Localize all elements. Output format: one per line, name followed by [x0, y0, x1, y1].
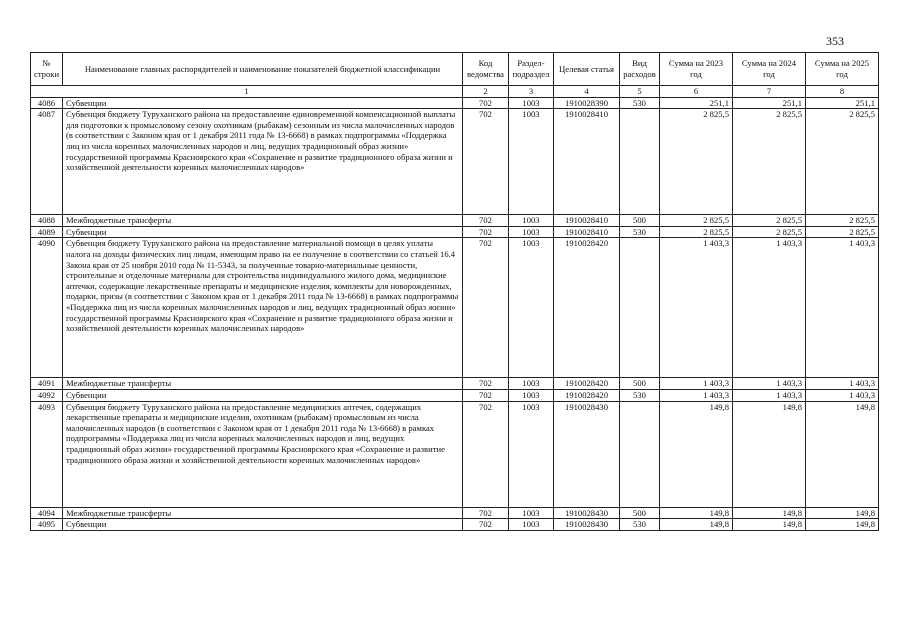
row-sum-2023: 1 403,3: [660, 378, 733, 390]
table-row: [31, 519, 879, 531]
row-sum-2024: 2 825,5: [733, 109, 806, 215]
row-section: 1003: [509, 226, 554, 238]
row-sum-2023: 1 403,3: [660, 389, 733, 401]
header-sum-2024: Сумма на 2024 год: [733, 53, 806, 86]
row-sum-2025: 2 825,5: [806, 226, 879, 238]
row-sum-2023: 1 403,3: [660, 238, 733, 378]
row-expense-type: 500: [620, 378, 660, 390]
row-dept-code: 702: [463, 97, 509, 109]
row-sum-2023: 251,1: [660, 97, 733, 109]
row-number: 4094: [31, 507, 63, 519]
row-sum-2024: 1 403,3: [733, 389, 806, 401]
row-sum-2025: 2 825,5: [806, 109, 879, 215]
row-section: 1003: [509, 378, 554, 390]
row-sum-2024: 149,8: [733, 401, 806, 507]
row-dept-code: 702: [463, 401, 509, 507]
row-target: 1910028420: [554, 238, 620, 378]
row-sum-2025: 1 403,3: [806, 378, 879, 390]
column-number: 4: [554, 86, 620, 98]
table-row: [31, 97, 879, 109]
row-section: 1003: [509, 109, 554, 215]
row-target: 1910028430: [554, 401, 620, 507]
row-sum-2024: 149,8: [733, 507, 806, 519]
column-number: 2: [463, 86, 509, 98]
header-sum-2023: Сумма на 2023 год: [660, 53, 733, 86]
row-expense-type: [620, 109, 660, 215]
table-row: [31, 215, 879, 227]
row-section: 1003: [509, 519, 554, 531]
row-expense-type: 530: [620, 226, 660, 238]
header-dept-code: Код ведомства: [463, 53, 509, 86]
row-expense-type: 500: [620, 507, 660, 519]
row-expense-type: 500: [620, 215, 660, 227]
row-number: 4091: [31, 378, 63, 390]
row-number: 4093: [31, 401, 63, 507]
row-sum-2024: 149,8: [733, 519, 806, 531]
row-name: Субвенция бюджету Туруханского района на предоставление медицинских аптечек, содержащих лекарственные препараты и медицинские изделия, охотникам (рыбакам) промысловым из числа малочисленных народов (в соответствии с Законом края от 1 декабря 2011 года № 13-6668) в рамках подпрограммы «Поддержка лиц из числа коренных малочисленных народов и лиц, ведущих традиционный образ жизни» государственной программы Красноярского края «Сохранение и развитие традиционного образа жизни и хозяйственной деятельности коренных малочисленных народов»: [63, 401, 463, 507]
row-sum-2024: 1 403,3: [733, 238, 806, 378]
row-name: Субвенции: [63, 97, 463, 109]
row-section: 1003: [509, 507, 554, 519]
column-number: 1: [31, 86, 463, 98]
header-row-no: № строки: [31, 53, 63, 86]
row-sum-2025: 1 403,3: [806, 389, 879, 401]
column-number: 3: [509, 86, 554, 98]
row-target: 1910028410: [554, 215, 620, 227]
row-section: 1003: [509, 401, 554, 507]
row-sum-2023: 2 825,5: [660, 215, 733, 227]
table-row: [31, 226, 879, 238]
row-number: 4095: [31, 519, 63, 531]
row-target: 1910028430: [554, 519, 620, 531]
header-expense-type: Вид расходов: [620, 53, 660, 86]
row-name: Субвенция бюджету Туруханского района на предоставление материальной помощи в целях уплаты налога на доходы физических лиц лицам, имеющим право на ее получение в соответствии со статьей 16.4 Закона края от 25 ноября 2010 года № 11-5343, за полученные товарно-материальные ценности, строительные и отделочные материалы для строительства индивидуального жилого дома, медицинские аптечки, содержащие лекарственные препараты и медицинские изделия, комплекты для новорожденных, подарки, призы (в соответствии с Законом края от 1 декабря 2011 года № 13-6668) в рамках подпрограммы «Поддержка лиц из числа коренных малочисленных народов и лиц, ведущих традиционный образ жизни» государственной программы Красноярского края «Сохранение и развитие традиционного образа жизни и хозяйственной деятельности коренных малочисленных народов»: [63, 238, 463, 378]
header-target: Целевая статья: [554, 53, 620, 86]
row-target: 1910028390: [554, 97, 620, 109]
row-section: 1003: [509, 215, 554, 227]
row-expense-type: [620, 238, 660, 378]
row-section: 1003: [509, 238, 554, 378]
row-section: 1003: [509, 97, 554, 109]
row-name: Субвенции: [63, 519, 463, 531]
table-row: [31, 109, 879, 215]
row-target: 1910028410: [554, 226, 620, 238]
row-number: 4090: [31, 238, 63, 378]
row-sum-2024: 2 825,5: [733, 226, 806, 238]
row-dept-code: 702: [463, 507, 509, 519]
column-number: 7: [733, 86, 806, 98]
row-sum-2024: 251,1: [733, 97, 806, 109]
row-expense-type: 530: [620, 97, 660, 109]
page-number: 353: [826, 34, 844, 48]
row-name: Субвенции: [63, 389, 463, 401]
row-expense-type: 530: [620, 389, 660, 401]
row-name: Межбюджетные трансферты: [63, 507, 463, 519]
row-target: 1910028420: [554, 389, 620, 401]
row-target: 1910028430: [554, 507, 620, 519]
row-sum-2025: 149,8: [806, 519, 879, 531]
row-sum-2024: 2 825,5: [733, 215, 806, 227]
column-number: 8: [806, 86, 879, 98]
row-sum-2025: 2 825,5: [806, 215, 879, 227]
row-dept-code: 702: [463, 215, 509, 227]
column-number: 6: [660, 86, 733, 98]
row-dept-code: 702: [463, 519, 509, 531]
table-row: [31, 238, 879, 378]
table-row: [31, 389, 879, 401]
row-sum-2024: 1 403,3: [733, 378, 806, 390]
row-sum-2023: 149,8: [660, 507, 733, 519]
row-number: 4086: [31, 97, 63, 109]
row-name: Межбюджетные трансферты: [63, 378, 463, 390]
row-sum-2025: 149,8: [806, 401, 879, 507]
row-section: 1003: [509, 389, 554, 401]
row-dept-code: 702: [463, 238, 509, 378]
column-number: 5: [620, 86, 660, 98]
row-name: Межбюджетные трансферты: [63, 215, 463, 227]
row-dept-code: 702: [463, 109, 509, 215]
row-sum-2025: 1 403,3: [806, 238, 879, 378]
row-name: Субвенции: [63, 226, 463, 238]
row-number: 4089: [31, 226, 63, 238]
row-sum-2023: 149,8: [660, 401, 733, 507]
row-sum-2023: 2 825,5: [660, 226, 733, 238]
row-target: 1910028420: [554, 378, 620, 390]
row-expense-type: 530: [620, 519, 660, 531]
row-number: 4088: [31, 215, 63, 227]
header-section: Раздел-подраздел: [509, 53, 554, 86]
row-dept-code: 702: [463, 226, 509, 238]
row-number: 4092: [31, 389, 63, 401]
column-numbers-row: [31, 86, 879, 98]
header-sum-2025: Сумма на 2025 год: [806, 53, 879, 86]
header-row: [31, 53, 879, 86]
budget-table: [30, 52, 879, 531]
row-target: 1910028410: [554, 109, 620, 215]
header-name: Наименование главных распорядителей и наименование показателей бюджетной классификации: [63, 53, 463, 86]
table-row: [31, 507, 879, 519]
row-sum-2023: 149,8: [660, 519, 733, 531]
row-sum-2025: 149,8: [806, 507, 879, 519]
table-row: [31, 378, 879, 390]
table-row: [31, 401, 879, 507]
row-number: 4087: [31, 109, 63, 215]
row-expense-type: [620, 401, 660, 507]
row-dept-code: 702: [463, 389, 509, 401]
row-sum-2023: 2 825,5: [660, 109, 733, 215]
row-dept-code: 702: [463, 378, 509, 390]
row-name: Субвенция бюджету Туруханского района на предоставление единовременной компенсационной выплаты для подготовки к промысловому сезону охотникам (рыбакам) сезонным из числа малочисленных народов (в соответствии с Законом края от 1 декабря 2011 года № 13-6668) в рамках подпрограммы «Поддержка лиц из числа коренных малочисленных народов и лиц, ведущих традиционный образ жизни» государственной программы Красноярского края «Сохранение и развитие традиционного образа жизни и хозяйственной деятельности коренных малочисленных народов»: [63, 109, 463, 215]
row-sum-2025: 251,1: [806, 97, 879, 109]
